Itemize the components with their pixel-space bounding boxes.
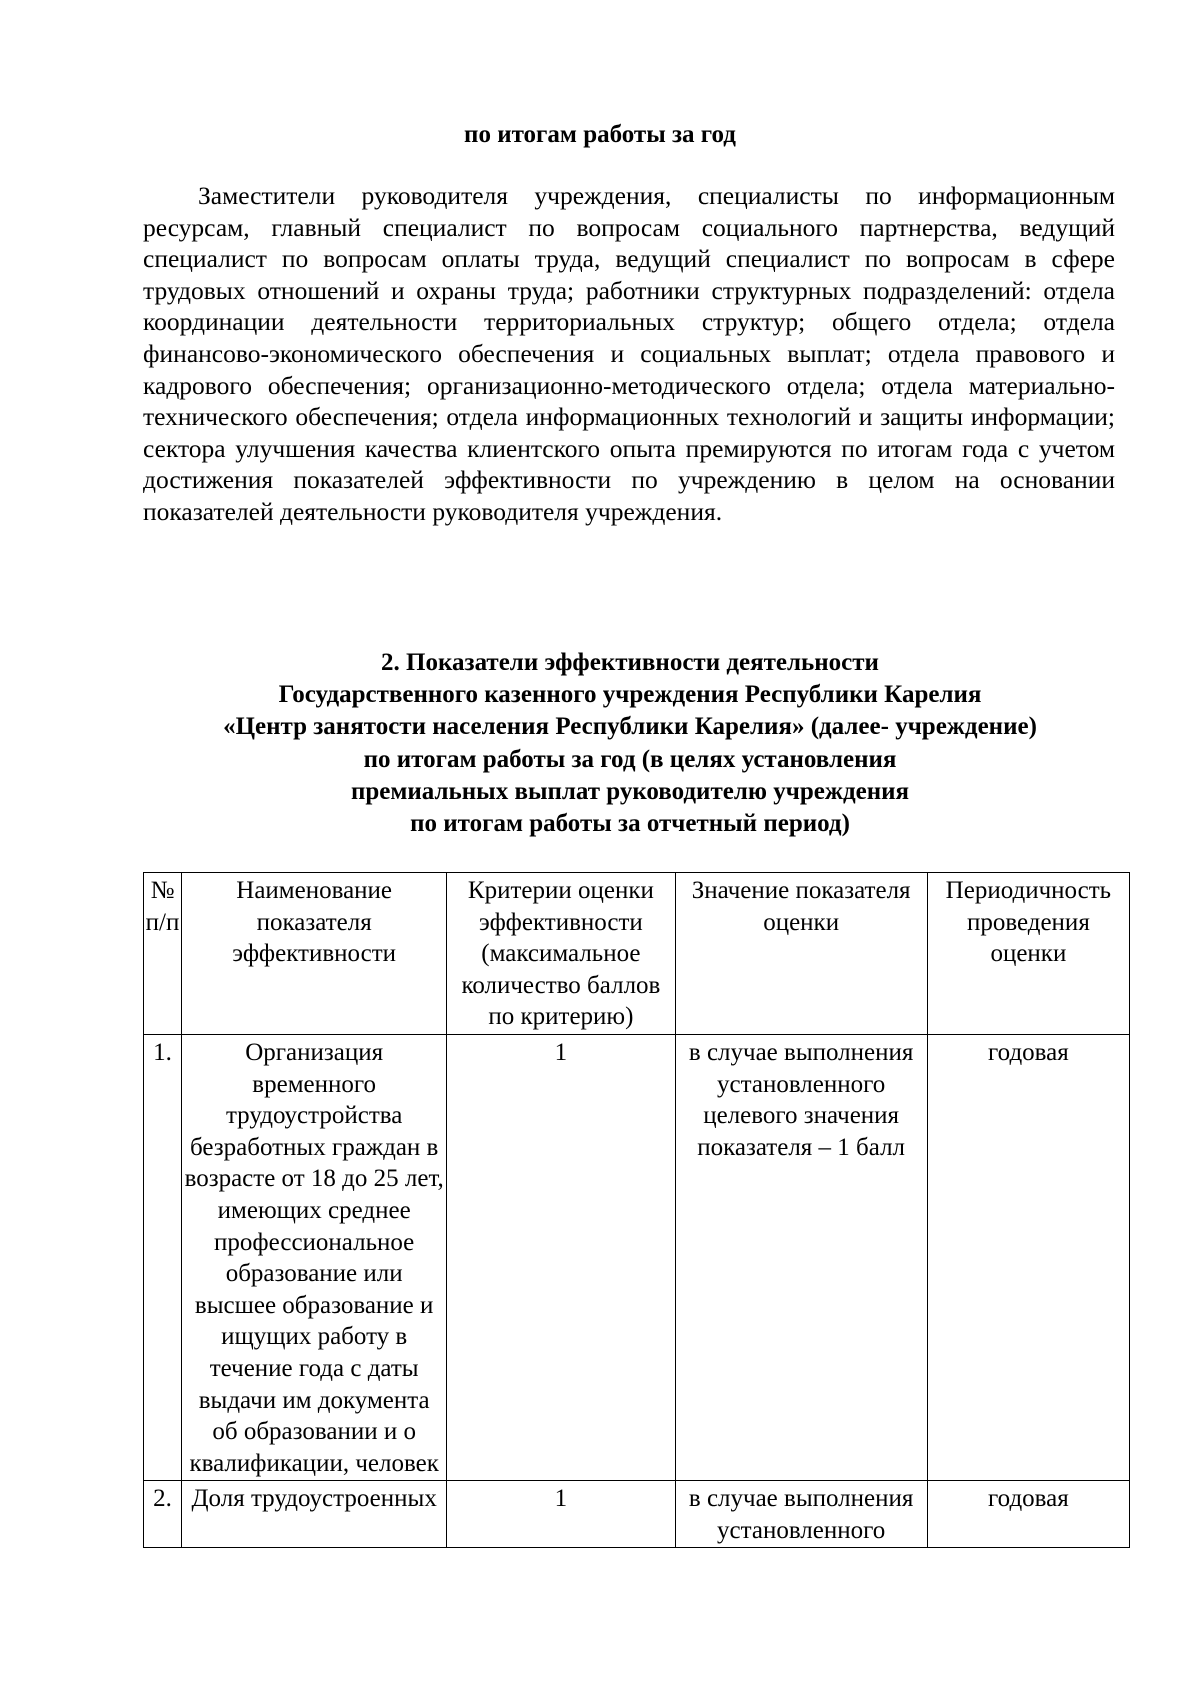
row-criteria: 1 (447, 1481, 675, 1548)
top-heading: по итогам работы за год (464, 121, 736, 148)
row-period: годовая (927, 1034, 1129, 1480)
section-title (130, 647, 1130, 840)
indicators-table (143, 872, 1130, 1548)
row-value: в случае выполнения установленного целевого значения показателя – 1 балл (675, 1034, 927, 1480)
section-title-line: по итогам работы за отчетный период) (410, 810, 850, 838)
section-title-line: по итогам работы за год (в целях установления (363, 745, 897, 773)
header-num: № п/п (144, 873, 182, 1035)
row-num: 1. (144, 1034, 182, 1480)
table-row (144, 1034, 1130, 1480)
header-value: Значение показателя оценки (675, 873, 927, 1035)
row-criteria: 1 (447, 1034, 675, 1480)
section-title-line: премиальных выплат руководителю учреждения (350, 777, 910, 805)
row-period: годовая (927, 1481, 1129, 1548)
row-value: в случае выполнения установленного (675, 1481, 927, 1548)
header-period: Периодичность проведения оценки (927, 873, 1129, 1035)
row-name: Организация временного трудоустройства безработных граждан в возрасте от 18 до 25 лет, имеющих среднее профессиональное образование или высшее образование и ищущих работу в течение года с даты выдачи им документа об образовании и о квалификации, человек (182, 1034, 447, 1480)
section-title-line: Государственного казенного учреждения Республики Карелия (278, 681, 982, 709)
header-name: Наименование показателя эффективности (182, 873, 447, 1035)
row-num: 2. (144, 1481, 182, 1548)
row-name: Доля трудоустроенных (182, 1481, 447, 1548)
section-title-line: «Центр занятости населения Республики Карелия» (далее- учреждение) (223, 713, 1037, 741)
table-row (144, 1481, 1130, 1548)
section-title-line: 2. Показатели эффективности деятельности (381, 649, 879, 676)
table-header-row (144, 873, 1130, 1035)
header-criteria: Критерии оценки эффективности (максимальное количество баллов по критерию) (447, 873, 675, 1035)
intro-paragraph: Заместители руководителя учреждения, специалисты по информационным ресурсам, главный специалист по вопросам социального партнерства, ведущий специалист по вопросам оплаты труда, ведущий специалист по вопросам в сфере трудовых отношений и охраны труда; работники структурных подразделений: отдела координации деятельности территориальных структур; общего отдела; отдела финансово-экономического обеспечения и социальных выплат; отдела правового и кадрового обеспечения; организационно-методического отдела; отдела материально-технического обеспечения; отдела информационных технологий и защиты информации; сектора улучшения качества клиентского опыта премируются по итогам года с учетом достижения показателей эффективности по учреждению в целом на основании показателей деятельности руководителя учреждения. (143, 181, 1115, 526)
